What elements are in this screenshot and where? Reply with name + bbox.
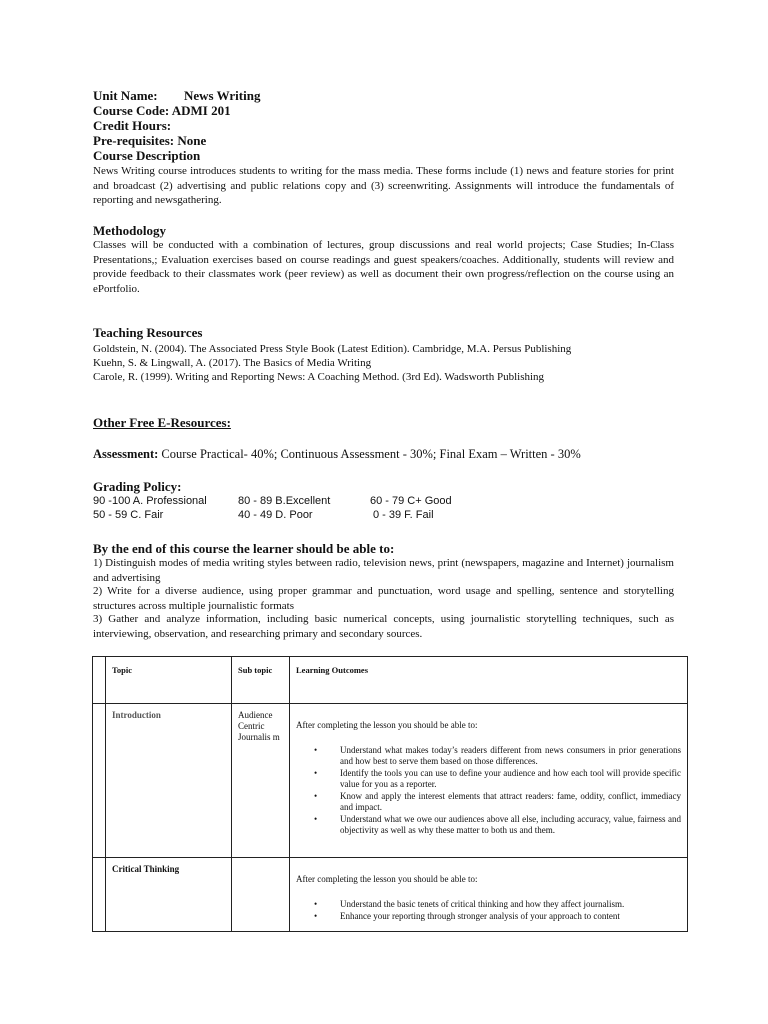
topic-text: Introduction [112, 710, 161, 720]
unit-name-value: News Writing [184, 88, 261, 103]
resource-item: Goldstein, N. (2004). The Associated Press Style Book (Latest Edition). Cambridge, M.A. Persus Publishing [93, 343, 572, 355]
resource-item: Carole, R. (1999). Writing and Reporting News: A Coaching Method. (3rd Ed). Wadsworth Publishing [93, 371, 545, 383]
topic-text: Critical Thinking [112, 864, 180, 874]
outcome-bullet: • Understand the basic tenets of critical thinking and how they affect journalism. [340, 899, 681, 910]
outcomes-list [296, 899, 681, 922]
unit-name-line [93, 88, 260, 103]
outcomes-heading: By the end of this course the learner should be able to: [93, 541, 395, 556]
outcomes-list [296, 745, 681, 836]
table-row [93, 858, 688, 932]
outcome-bullet: • Identify the tools you can use to define your audience and how each tool will provide specific value for you as a reporter. [340, 768, 681, 790]
teaching-resources-heading: Teaching Resources [93, 325, 203, 340]
unit-name-label: Unit Name: [93, 88, 158, 103]
outcomes-cell [290, 858, 688, 932]
outcome-bullet: • Understand what makes today’s readers different from news consumers in prior generations and how best to serve them based on those differences. [340, 745, 681, 767]
grade-item: 50 - 59 C. Fair [93, 509, 164, 521]
outcomes-cell [290, 704, 688, 858]
topic-cell [106, 704, 232, 858]
resource-item: Kuehn, S. & Lingwall, A. (2017). The Basics of Media Writing [93, 357, 372, 369]
grade-item: 90 -100 A. Professional [93, 495, 207, 507]
table-row [93, 704, 688, 858]
subtopic-cell [232, 704, 290, 858]
topic-cell [106, 858, 232, 932]
outcomes-intro: After completing the lesson you should be able to: [296, 874, 478, 884]
table-header-row [93, 657, 688, 704]
outcome-item: 1) Distinguish modes of media writing styles between radio, television news, print (newspapers, magazine and Internet) journalism and advertising [93, 557, 674, 584]
subtopic-text: Audience Centric Journalis m [238, 710, 280, 742]
grade-item: 0 - 39 F. Fail [373, 509, 434, 521]
table-cell-blank [93, 858, 106, 932]
course-code: Course Code: ADMI 201 [93, 103, 231, 118]
outcome-bullet: • Understand what we owe our audiences above all else, including accuracy, value, fairness and objectivity as well as why these matter to both us and them. [340, 814, 681, 836]
prerequisites: Pre-requisites: None [93, 133, 207, 148]
other-resources-heading: Other Free E-Resources: [93, 415, 231, 430]
grade-item: 40 - 49 D. Poor [238, 509, 313, 521]
grading-heading: Grading Policy: [93, 479, 182, 494]
header-subtopic: Sub topic [232, 657, 290, 704]
outcome-item: 2) Write for a diverse audience, using proper grammar and punctuation, word usage and spelling, sentence and storytelling structures across multiple journalistic formats [93, 585, 674, 612]
course-description-heading: Course Description [93, 148, 201, 163]
header-topic: Topic [106, 657, 232, 704]
learning-outcomes-table [92, 656, 688, 932]
outcome-bullet: • Know and apply the interest elements that attract readers: fame, oddity, conflict, immediacy and impact. [340, 791, 681, 813]
outcome-bullet: • Enhance your reporting through stronger analysis of your approach to content [340, 911, 681, 922]
assessment-text: Course Practical- 40%; Continuous Assessment - 30%; Final Exam – Written - 30% [161, 447, 581, 461]
grade-item: 60 - 79 C+ Good [370, 495, 452, 507]
assessment-line [93, 447, 581, 462]
methodology-text: Classes will be conducted with a combination of lectures, group discussions and real world projects; Case Studies; In-Class Presentations,; Evaluation exercises based on course readings and guest speakers/coaches. Additionally, students will review and provide feedback to their classmates work (peer review) as well as document their own progress/reflection on the course using an ePortfolio. [93, 239, 674, 295]
assessment-label: Assessment: [93, 447, 159, 461]
outcomes-intro: After completing the lesson you should be able to: [296, 720, 478, 730]
course-description-text: News Writing course introduces students to writing for the mass media. These forms include (1) news and feature stories for print and broadcast (2) advertising and public relations copy and (3) screenwriting. Assignments will introduce the fundamentals of reporting and newsgathering. [93, 165, 674, 207]
table-cell-blank [93, 704, 106, 858]
subtopic-cell [232, 858, 290, 932]
credit-hours: Credit Hours: [93, 118, 172, 133]
grade-item: 80 - 89 B.Excellent [238, 495, 331, 507]
table-cell-blank [93, 657, 106, 704]
header-learning-outcomes: Learning Outcomes [290, 657, 688, 704]
methodology-heading: Methodology [93, 223, 166, 238]
outcome-item: 3) Gather and analyze information, including basic numerical concepts, using journalistic storytelling techniques, such as interviewing, observation, and researching primary and secondary sources. [93, 613, 674, 640]
